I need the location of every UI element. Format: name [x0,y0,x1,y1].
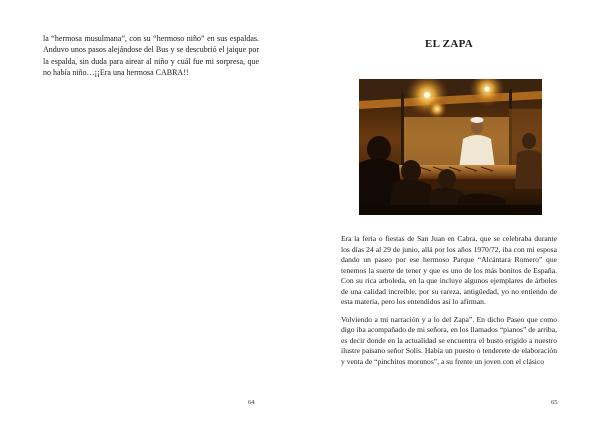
right-page-paragraph-1: Era la feria o fiestas de San Juan en Cabra, que se celebraba durante los días 24 al 29 de junio, allá por los años 1970/72, iba con mi esposa dando un paseo por ese hermoso Parque “Alcántara Romero” que tenemos la suerte de tener y que es uno de los más bonitos de España. Con su rica arboleda, en la que incluye algunos ejemplares de árboles de una calidad increíble, por su rareza, antigüedad, yo no entiendo de esta materia, pero los entendidos así lo afirman. [341,234,557,306]
left-page-paragraph: la “hermosa musulmana”, con su “hermoso niño” en sus espaldas. Anduvo unos pasos alejándose del Bus y se descubrió el jaique por la espalda, sin duda para airear al niño y cuál fue mi sorpresa, que no había niño…¡¡Era una hermosa CABRA!! [43,34,259,78]
left-page-number: 64 [248,399,255,406]
chapter-title: EL ZAPA [424,38,474,50]
right-page-number: 65 [551,399,558,406]
market-stall-photo [359,79,542,215]
right-page-paragraph-2: Volviendo a mi narración y a lo del Zapa”. En dicho Paseo que como digo iba acompañado de mi señora, en los llamados “pianos” de arriba, es decir donde en la actualidad se encuentra el busto erigido a nuestro ilustre paisano señor Solís. Había un puesto o tenderete de elaboración y venta de “pinchitos morunos”, a su frente un joven con el clásico [341,314,557,366]
right-page-body [341,234,557,374]
